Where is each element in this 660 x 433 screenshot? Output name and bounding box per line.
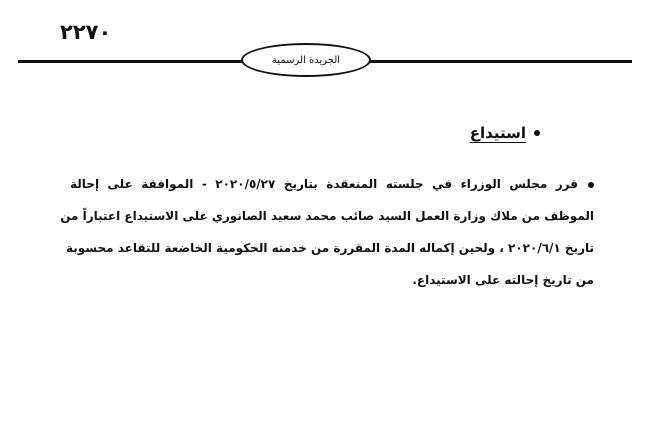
gazette-title: الجريدة الرسمية	[271, 54, 341, 66]
section-heading-text: استيداع	[469, 124, 526, 142]
decree-line: من تاريخ إحالته على الاستيداع.	[412, 273, 594, 287]
gazette-title-badge	[241, 43, 371, 77]
decree-text	[60, 168, 594, 296]
section-heading	[470, 124, 540, 142]
decree-line-text: قرر مجلس الوزراء في جلسته المنعقدة بتاريخ ٢٠٢٠/٥/٢٧ - الموافقة على إحالة	[70, 177, 578, 191]
decree-line: الموظف من ملاك وزارة العمل السيد صائب محمد سعيد الصانوري على الاستيداع اعتباراً من	[60, 209, 594, 223]
decree-line: تاريخ ٢٠٢٠/٦/١ ، ولحين إكماله المدة المقررة من خدمته الحكومية الخاضعة للتقاعد محسوبة	[65, 241, 594, 255]
page-number: ٢٢٧٠	[60, 20, 112, 44]
bullet-icon	[534, 130, 540, 136]
bullet-icon	[588, 182, 594, 188]
decree-line	[70, 168, 594, 200]
